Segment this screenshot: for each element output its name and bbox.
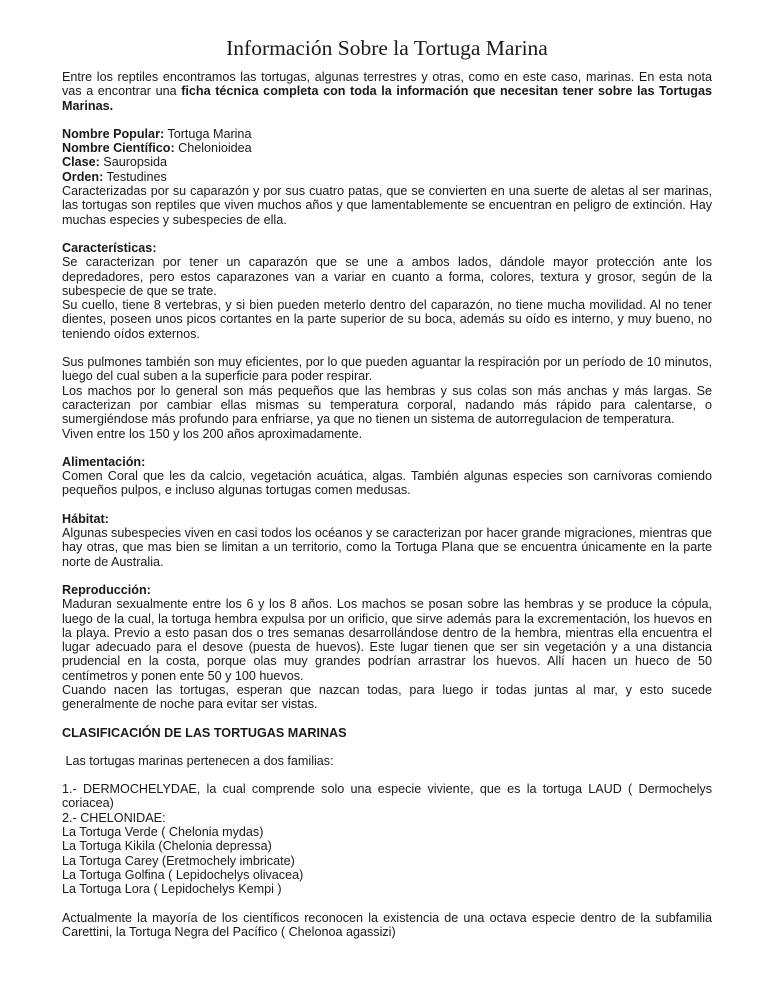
species-item: La Tortuga Lora ( Lepidochelys Kempi ) bbox=[62, 882, 282, 897]
ficha-label: Nombre Popular: bbox=[62, 126, 165, 141]
species-item: La Tortuga Golfina ( Lepidochelys olivacea) bbox=[62, 867, 304, 882]
ficha-row bbox=[62, 141, 712, 155]
ficha-row bbox=[62, 170, 712, 184]
section-alimentacion bbox=[62, 455, 712, 498]
section-habitat bbox=[62, 512, 712, 569]
intro-paragraph bbox=[62, 70, 712, 113]
ficha-label: Clase: bbox=[62, 155, 100, 170]
section-heading: Alimentación: bbox=[62, 454, 146, 469]
ficha-value: Testudines bbox=[103, 169, 167, 184]
paragraph: Se caracterizan por tener un caparazón que se une a ambos lados, dándole mayor protección ante los depredadores, pero estos caparazones van a variar en cuanto a forma, colores, textura y grosor, según de la subespecie de que se trate. bbox=[62, 255, 712, 298]
paragraph: Maduran sexualmente entre los 6 y los 8 años. Los machos se posan sobre las hembras y se produce la cópula, luego de la cual, la tortuga hembra expulsa por un orificio, que sirve además para la excrementación, los huevos en la playa. Previo a esto pasan dos o tres semanas desarrollándose dentro de la hembra, mientras ella encuentra el lugar adecuado para el desove (puesta de huevos). Este lugar tienen que ser sin vegetación y a una distancia prudencial en la costa, porque olas muy grandes podrían arrastrar los huevos. Allí hacen un hueco de 50 centímetros y ponen ente 50 y 100 huevos. bbox=[62, 597, 712, 683]
ficha-label: Nombre Científico: bbox=[62, 141, 175, 156]
ficha-value: Chelonioidea bbox=[174, 141, 252, 156]
species-item: La Tortuga Verde ( Chelonia mydas) bbox=[62, 825, 264, 840]
paragraph: Comen Coral que les da calcio, vegetación acuática, algas. También algunas especies son carnívoras comiendo pequeños pulpos, e incluso algunas tortugas comen medusas. bbox=[62, 469, 712, 498]
section-clasificacion bbox=[62, 726, 712, 940]
paragraph: Actualmente la mayoría de los científicos reconocen la existencia de una octava especie dentro de la subfamilia Carettini, la Tortuga Negra del Pacífico ( Chelonoa agassizi) bbox=[62, 910, 712, 939]
document-title: Información Sobre la Tortuga Marina bbox=[226, 36, 548, 60]
paragraph: Las tortugas marinas pertenecen a dos familias: bbox=[62, 753, 334, 768]
ficha-description: Caracterizadas por su caparazón y por sus cuatro patas, que se convierten en una suerte de aletas al ser marinas, las tortugas son reptiles que viven muchos años y que lamentablemente se encuentran en peligro de extinción. Hay muchas especies y subespecies de ella. bbox=[62, 184, 712, 227]
section-heading: Reproducción: bbox=[62, 582, 151, 597]
ficha-row bbox=[62, 155, 712, 169]
section-reproduccion bbox=[62, 583, 712, 712]
section-heading: Hábitat: bbox=[62, 511, 109, 526]
family-item: 2.- CHELONIDAE: bbox=[62, 810, 166, 825]
ficha-label: Orden: bbox=[62, 169, 104, 184]
intro-bold-text: ficha técnica completa con toda la información que necesitan tener sobre las Tortugas Marinas. bbox=[62, 84, 712, 113]
section-caracteristicas bbox=[62, 241, 712, 441]
paragraph: Algunas subespecies viven en casi todos los océanos y se caracterizan por hacer grande migraciones, mientras que hay otras, que mas bien se limitan a un territorio, como la Tortuga Plana que se encuentra únicamente en la parte norte de Australia. bbox=[62, 526, 712, 569]
paragraph: Su cuello, tiene 8 vertebras, y si bien pueden meterlo dentro del caparazón, no tiene mucha movilidad. Al no tener dientes, poseen unos picos cortantes en la parte superior de su boca, además su oído es interno, y muy bueno, no teniendo oídos externos. bbox=[62, 298, 712, 341]
section-heading: Características: bbox=[62, 240, 157, 255]
paragraph: Viven entre los 150 y los 200 años aproximadamente. bbox=[62, 426, 363, 441]
ficha-value: Sauropsida bbox=[99, 155, 168, 170]
paragraph: Los machos por lo general son más pequeños que las hembras y sus colas son más anchas y más largas. Se caracterizan por cambiar ellas mismas su temperatura corporal, nadando más rápido para calentarse, o sumergiéndose más profundo para enfriarse, ya que no tienen un sistema de autorregulacion de temperatura. bbox=[62, 383, 712, 427]
family-item: 1.- DERMOCHELYDAE, la cual comprende solo una especie viviente, que es la tortuga LAUD ( Dermochelys coriacea) bbox=[62, 782, 712, 811]
paragraph: Cuando nacen las tortugas, esperan que nazcan todas, para luego ir todas juntas al mar, y esto sucede generalmente de noche para evitar ser vistas. bbox=[62, 682, 712, 712]
ficha-row bbox=[62, 127, 712, 141]
paragraph: Sus pulmones también son muy eficientes, por lo que pueden aguantar la respiración por un período de 10 minutos, luego del cual suben a la superficie para poder respirar. bbox=[62, 355, 712, 384]
ficha-tecnica bbox=[62, 127, 712, 227]
section-heading: CLASIFICACIÓN DE LAS TORTUGAS MARINAS bbox=[62, 725, 347, 740]
species-item: La Tortuga Kikila (Chelonia depressa) bbox=[62, 839, 272, 854]
intro-text: Entre los reptiles encontramos las tortugas, algunas terrestres y otras, como en este caso, marinas. En esta nota vas a encontrar una bbox=[62, 70, 712, 99]
species-item: La Tortuga Carey (Eretmochely imbricate) bbox=[62, 853, 295, 868]
ficha-value: Tortuga Marina bbox=[164, 126, 252, 141]
